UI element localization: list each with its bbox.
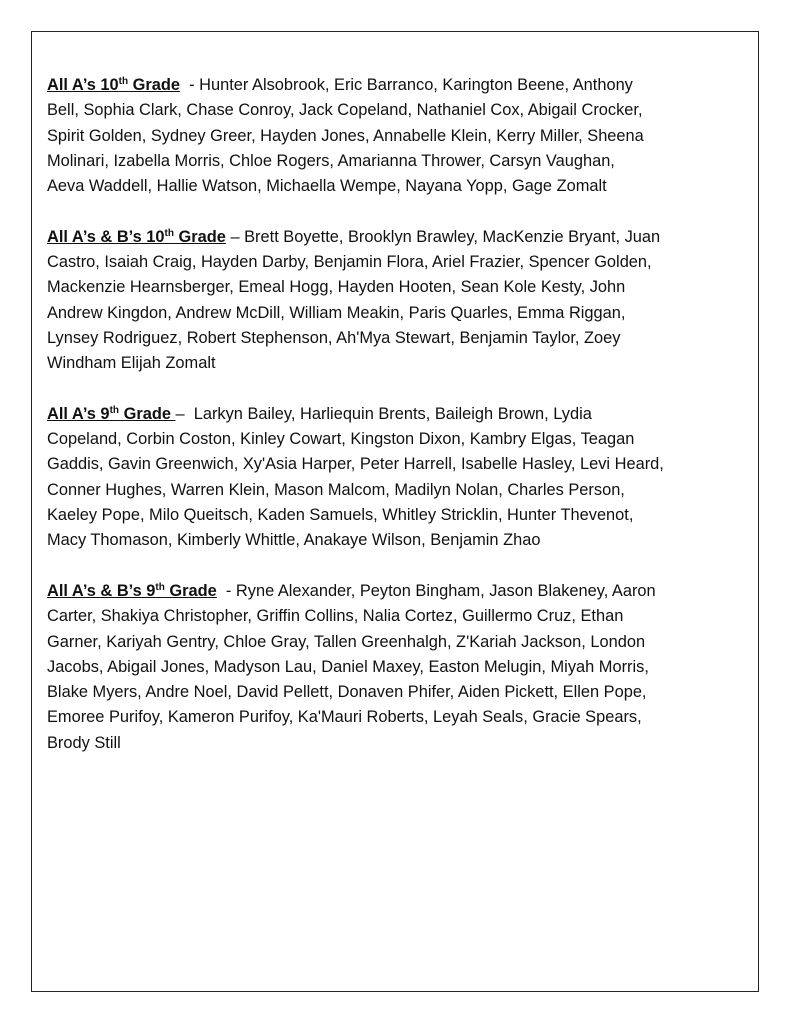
names-line: Mackenzie Hearnsberger, Emeal Hogg, Hayden Hooten, Sean Kole Kesty, John (47, 278, 626, 297)
names-line: Aeva Waddell, Hallie Watson, Michaella Wempe, Nayana Yopp, Gage Zomalt (47, 177, 607, 196)
honor-roll-section (47, 73, 757, 199)
section-heading (47, 405, 176, 423)
names-line: Gaddis, Gavin Greenwich, Xy'Asia Harper, Peter Harrell, Isabelle Hasley, Levi Heard, (47, 455, 664, 474)
names-line: Andrew Kingdon, Andrew McDill, William Meakin, Paris Quarles, Emma Riggan, (47, 303, 626, 322)
heading-ordinal: th (118, 76, 129, 87)
names-line: Jacobs, Abigail Jones, Madyson Lau, Daniel Maxey, Easton Melugin, Miyah Morris, (47, 657, 649, 676)
names-line: Castro, Isaiah Craig, Hayden Darby, Benjamin Flora, Ariel Frazier, Spencer Golden, (47, 253, 652, 272)
honor-roll-section (47, 225, 757, 377)
names-text: – Brett Boyette, Brooklyn Brawley, MacKenzie Bryant, Juan (225, 227, 661, 246)
names-text: – Larkyn Bailey, Harliequin Brents, Baileigh Brown, Lydia (175, 404, 592, 423)
text-line (47, 579, 757, 604)
heading-grade: Grade (173, 227, 226, 246)
names-line: Lynsey Rodriguez, Robert Stephenson, Ah'Mya Stewart, Benjamin Taylor, Zoey (47, 328, 621, 347)
names-line: Brody Still (47, 733, 121, 752)
names-line: Conner Hughes, Warren Klein, Mason Malcom, Madilyn Nolan, Charles Person, (47, 480, 625, 499)
names-line: Garner, Kariyah Gentry, Chloe Gray, Tallen Greenhalgh, Z'Kariah Jackson, London (47, 632, 646, 651)
heading-text: All A’s 9 (47, 404, 110, 423)
section-heading (47, 228, 226, 246)
names-line: Spirit Golden, Sydney Greer, Hayden Jones, Annabelle Klein, Kerry Miller, Sheena (47, 126, 644, 145)
section-heading (47, 76, 180, 94)
names-line: Emoree Purifoy, Kameron Purifoy, Ka'Mauri Roberts, Leyah Seals, Gracie Spears, (47, 708, 642, 727)
names-line: Macy Thomason, Kimberly Whittle, Anakaye Wilson, Benjamin Zhao (47, 531, 541, 550)
text-line (47, 225, 757, 250)
names-line: Carter, Shakiya Christopher, Griffin Collins, Nalia Cortez, Guillermo Cruz, Ethan (47, 607, 624, 626)
text-line (47, 73, 757, 98)
honor-roll-document (47, 73, 757, 781)
names-line: Copeland, Corbin Coston, Kinley Cowart, Kingston Dixon, Kambry Elgas, Teagan (47, 430, 635, 449)
names-line: Windham Elijah Zomalt (47, 354, 216, 373)
text-line (47, 402, 757, 427)
honor-roll-section (47, 579, 757, 756)
names-line: Blake Myers, Andre Noel, David Pellett, Donaven Phifer, Aiden Pickett, Ellen Pope, (47, 683, 647, 702)
honor-roll-section (47, 402, 757, 554)
names-text: - Hunter Alsobrook, Eric Barranco, Karington Beene, Anthony (180, 76, 633, 94)
names-text: - Ryne Alexander, Peyton Bingham, Jason Blakeney, Aaron (216, 581, 656, 600)
heading-text: All A’s 10 (47, 76, 119, 94)
names-line: Kaeley Pope, Milo Queitsch, Kaden Samuels, Whitley Stricklin, Hunter Thevenot, (47, 506, 634, 525)
heading-ordinal: th (109, 404, 120, 416)
section-heading (47, 582, 217, 600)
names-line: Molinari, Izabella Morris, Chloe Rogers, Amarianna Thrower, Carsyn Vaughan, (47, 151, 615, 170)
heading-ordinal: th (164, 227, 174, 239)
heading-grade: Grade (164, 581, 217, 600)
heading-grade: Grade (128, 76, 181, 94)
heading-ordinal: th (155, 581, 165, 593)
heading-text: All A’s & B’s 10 (47, 227, 165, 246)
heading-grade: Grade (119, 404, 176, 423)
heading-text: All A’s & B’s 9 (47, 581, 156, 600)
names-line: Bell, Sophia Clark, Chase Conroy, Jack Copeland, Nathaniel Cox, Abigail Crocker, (47, 101, 643, 120)
